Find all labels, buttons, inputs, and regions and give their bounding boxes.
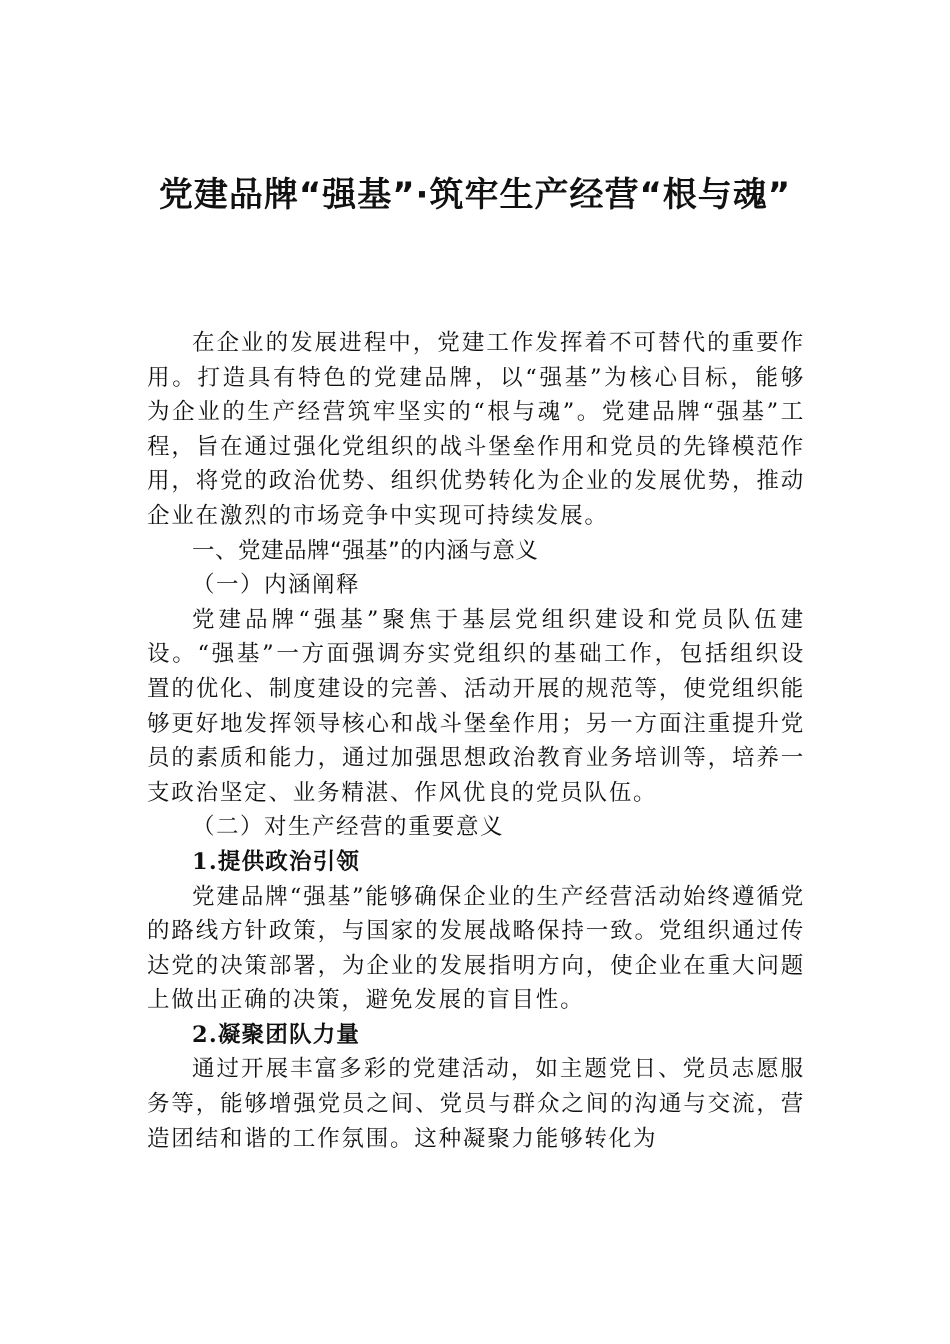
subsection-heading-2: （二）对生产经营的重要意义	[192, 814, 505, 841]
point-heading-2: 2.凝聚团队力量	[192, 1021, 361, 1048]
section-heading-1: 一、党建品牌“强基”的内涵与意义	[192, 537, 539, 564]
point-heading-1: 1.提供政治引领	[192, 848, 361, 875]
intro-paragraph: 在企业的发展进程中，党建工作发挥着不可替代的重要作用。打造具有特色的党建品牌，以“强基”为核心目标，能够为企业的生产经营筑牢坚实的“根与魂”。党建品牌“强基”工程，旨在通过强化党组织的战斗堡垒作用和党员的先锋模范作用，将党的政治优势、组织优势转化为企业的发展优势，推动企业在激烈的市场竞争中实现可持续发展。	[147, 330, 805, 529]
point-2-paragraph: 通过开展丰富多彩的党建活动，如主题党日、党员志愿服务等，能够增强党员之间、党员与群众之间的沟通与交流，营造团结和谐的工作氛围。这种凝聚力能够转化为	[147, 1056, 805, 1152]
point-1-paragraph: 党建品牌“强基”能够确保企业的生产经营活动始终遵循党的路线方针政策，与国家的发展战略保持一致。党组织通过传达党的决策部署，为企业的发展指明方向，使企业在重大问题上做出正确的决策，避免发展的盲目性。	[147, 883, 805, 1014]
document-title: 党建品牌“强基”·筑牢生产经营“根与魂”	[158, 175, 792, 215]
document-body	[147, 326, 805, 1156]
subsection-1-paragraph: 党建品牌“强基”聚焦于基层党组织建设和党员队伍建设。“强基”一方面强调夯实党组织的基础工作，包括组织设置的优化、制度建设的完善、活动开展的规范等，使党组织能够更好地发挥领导核心和战斗堡垒作用；另一方面注重提升党员的素质和能力，通过加强思想政治教育业务培训等，培养一支政治坚定、业务精湛、作风优良的党员队伍。	[147, 606, 805, 806]
subsection-heading-1: （一）内涵阐释	[192, 572, 361, 599]
